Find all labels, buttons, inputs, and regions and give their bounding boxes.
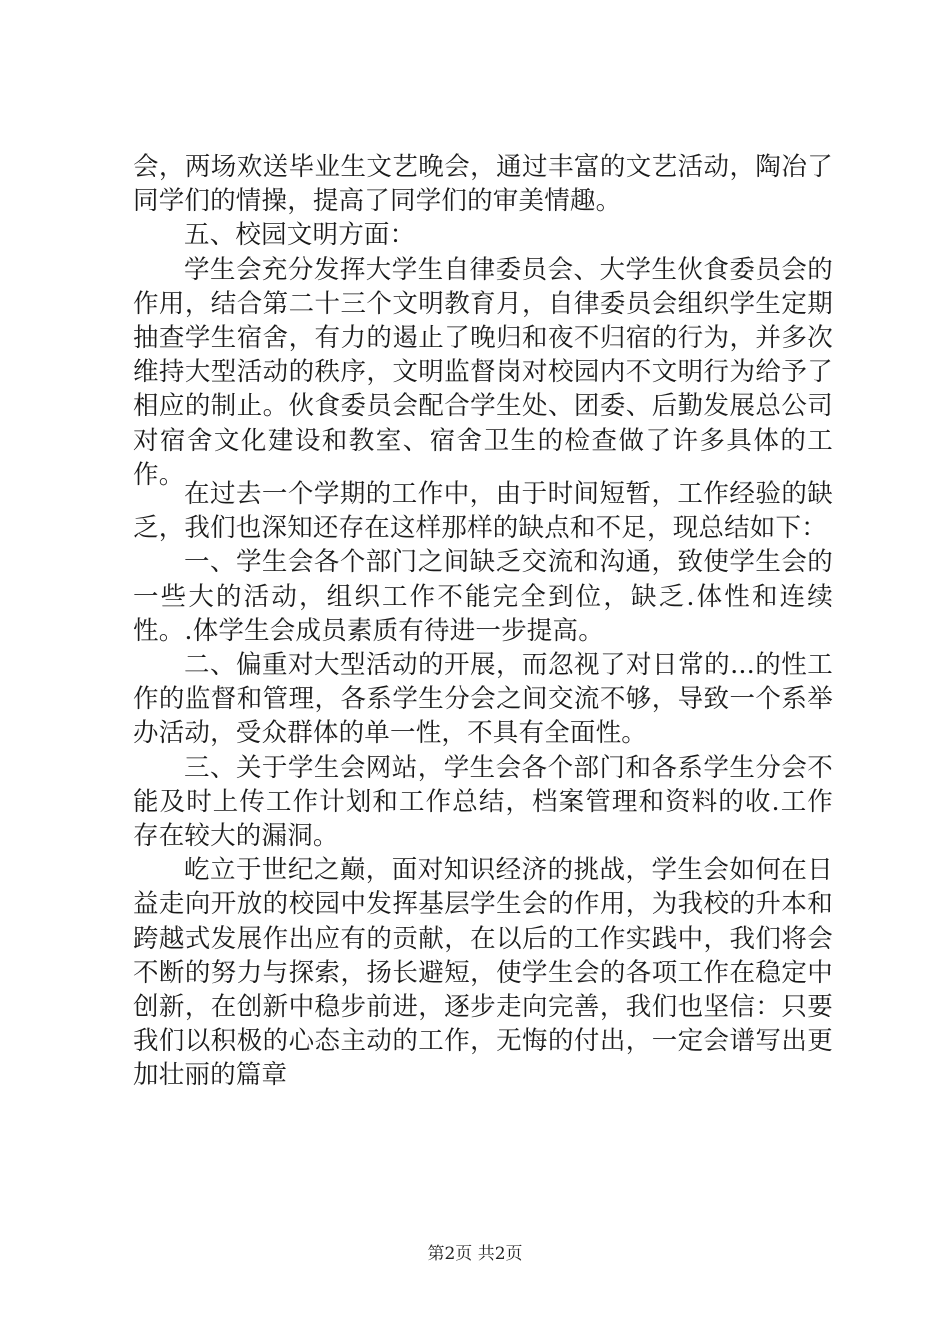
paragraph-summary-intro: 在过去一个学期的工作中，由于时间短暂，工作经验的缺乏，我们也深知还存在这样那样的缺点和不足，现总结如下： <box>133 479 833 544</box>
section-heading-campus-civility: 五、校园文明方面： <box>184 220 416 251</box>
page-number-footer: 第2页 共2页 <box>427 1244 523 1264</box>
paragraph-issue-two: 二、偏重对大型活动的开展，而忽视了对日常的...的性工作的监督和管理，各系学生分会之间交流不够，导致一个系举办活动，受众群体的单一性，不具有全面性。 <box>133 650 833 749</box>
paragraph-issue-three: 三、关于学生会网站，学生会各个部门和各系学生分会不能及时上传工作计划和工作总结，档案管理和资料的收.工作存在较大的漏洞。 <box>133 752 833 852</box>
body-text-bottom <box>133 477 833 1093</box>
paragraph-conclusion: 屹立于世纪之巅，面对知识经济的挑战，学生会如何在日益走向开放的校园中发挥基层学生会的作用，为我校的升本和跨越式发展作出应有的贡献，在以后的工作实践中，我们将会不断的努力与探索，扬长避短，使学生会的各项工作在稳定中创新，在创新中稳步前进，逐步走向完善，我们也坚信：只要我们以积极的心态主动的工作，无悔的付出，一定会谱写出更加壮丽的篇章 <box>133 855 833 1091</box>
paragraph-continuation: 会，两场欢送毕业生文艺晚会，通过丰富的文艺活动，陶冶了同学们的情操，提高了同学们的审美情趣。 <box>133 152 833 217</box>
paragraph-campus-civility: 学生会充分发挥大学生自律委员会、大学生伙食委员会的作用，结合第二十三个文明教育月，自律委员会组织学生定期抽查学生宿舍，有力的遏止了晚归和夜不归宿的行为，并多次维持大型活动的秩序，文明监督岗对校园内不文明行为给予了相应的制止。伙食委员会配合学生处、团委、后勤发展总公司对宿舍文化建设和教室、宿舍卫生的检查做了许多具体的工作。 <box>133 254 833 490</box>
body-text-top <box>133 150 833 492</box>
paragraph-issue-one: 一、学生会各个部门之间缺乏交流和沟通，致使学生会的一些大的活动，组织工作不能完全到位，缺乏.体性和连续性。.体学生会成员素质有待进一步提高。 <box>133 547 833 646</box>
